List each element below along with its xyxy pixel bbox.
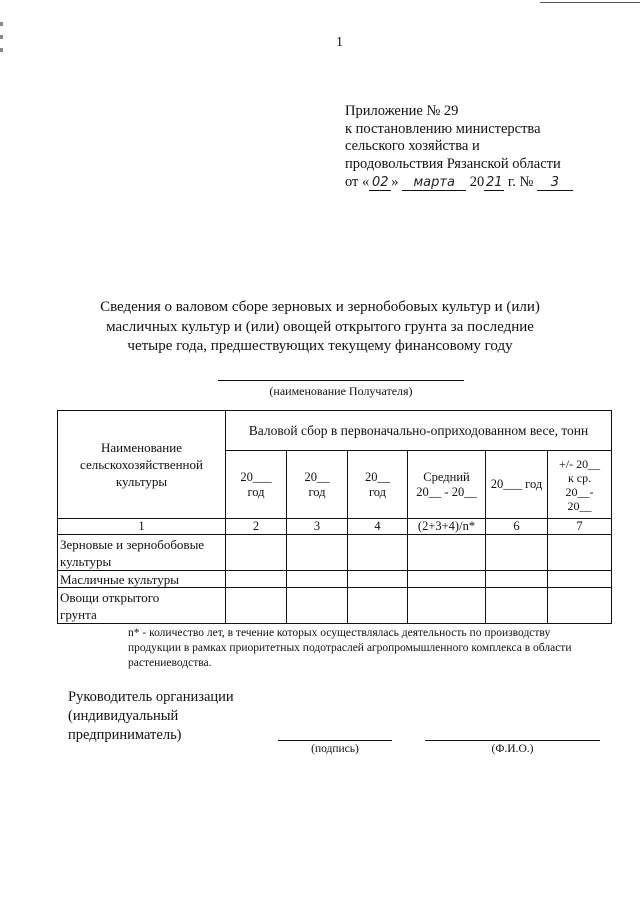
data-cell: [226, 588, 287, 624]
column-number: 4: [348, 519, 408, 535]
footnote: n* - количество лет, в течение которых осуществлялась деятельность по производству продукции в рамках приоритетных подотраслей агропромышленного комплекса в области растениеводства.: [128, 627, 572, 669]
signer-line: предприниматель): [68, 727, 182, 743]
year-col-line: год: [308, 484, 326, 499]
crop-row-label: Зерновые и зернобобовые культуры: [58, 535, 226, 571]
change-col-header: [548, 451, 612, 519]
appendix-line: Приложение № 29: [345, 103, 459, 119]
crop-row-label: Овощи открытого грунта: [58, 588, 226, 624]
data-cell: [408, 571, 486, 588]
change-col-line: 20__-: [565, 484, 594, 499]
average-col-line: 20__ - 20__: [416, 484, 477, 499]
data-cell: [486, 535, 548, 571]
data-cell: [548, 535, 612, 571]
change-col-line: +/- 20__: [558, 456, 601, 471]
change-col-line: к ср.: [567, 470, 592, 485]
date-year: 21: [486, 175, 503, 190]
recipient-label: (наименование Получателя): [269, 384, 413, 398]
signer-line: (индивидуальный: [68, 708, 179, 724]
fio-line: [425, 740, 600, 741]
column-number: (2+3+4)/n*: [408, 519, 486, 535]
column-number: 7: [548, 519, 612, 535]
data-cell: [408, 588, 486, 624]
scan-edge-mark: [0, 48, 3, 52]
appendix-line: продовольствия Рязанской области: [345, 155, 561, 172]
signature-line: [278, 740, 392, 741]
data-cell: [287, 588, 348, 624]
page-number: 1: [336, 35, 343, 50]
appendix-date-line: [345, 174, 573, 192]
crop-name-header: Наименование сельскохозяйственной культуры: [58, 411, 226, 519]
scan-edge-mark: [0, 22, 3, 26]
fio-label: (Ф.И.О.): [491, 743, 534, 755]
title-line: четыре года, предшествующих текущему финансовому году: [127, 338, 513, 354]
year-col-line: 20___: [240, 469, 272, 484]
column-number: 1: [58, 519, 226, 535]
year-col-line: год: [368, 484, 387, 499]
signature-label: (подпись): [311, 743, 359, 755]
year-col-header: [287, 451, 348, 519]
data-cell: [548, 588, 612, 624]
scan-edge-mark: [0, 35, 3, 39]
title-line: масличных культур и (или) овощей открытого грунта за последние: [106, 318, 534, 335]
data-cell: [287, 571, 348, 588]
appendix-block: [345, 103, 573, 192]
average-col-line: Средний: [423, 469, 470, 484]
title-line: Сведения о валовом сборе зерновых и зернобобовых культур и (или): [100, 299, 540, 315]
date-day: 02: [369, 176, 391, 191]
corner-line: [540, 2, 640, 3]
data-cell: [348, 571, 408, 588]
date-year-prefix: 20: [469, 174, 485, 190]
date-year-after: г. №: [504, 174, 534, 190]
data-cell: [548, 571, 612, 588]
col6-header: 20___ год: [486, 451, 548, 519]
appendix-line: к постановлению министерства: [345, 120, 541, 137]
date-day-close: »: [391, 174, 399, 190]
column-number: 6: [486, 519, 548, 535]
average-col-header: [408, 451, 486, 519]
year-col-line: 20__: [304, 469, 330, 484]
decree-number: 3: [537, 176, 573, 191]
year-col-line: год: [247, 484, 265, 499]
data-cell: [226, 535, 287, 571]
date-prefix: от «: [345, 174, 370, 190]
year-col-header: [226, 451, 287, 519]
data-cell: [348, 588, 408, 624]
document-title: [0, 298, 640, 357]
column-number: 3: [287, 519, 348, 535]
data-cell: [486, 571, 548, 588]
data-cell: [486, 588, 548, 624]
data-cell: [226, 571, 287, 588]
data-cell: [287, 535, 348, 571]
data-cell: [348, 535, 408, 571]
change-col-line: 20__: [567, 498, 592, 513]
harvest-table: [57, 410, 612, 624]
crop-row-label: Масличные культуры: [58, 571, 226, 588]
gross-harvest-header: Валовой сбор в первоначально-оприходованном весе, тонн: [226, 411, 612, 451]
signer-line: Руководитель организации: [68, 689, 234, 705]
appendix-line: сельского хозяйства и: [345, 138, 480, 154]
year-col-line: 20__: [365, 469, 390, 484]
date-month: марта: [402, 176, 466, 191]
signer-block: [68, 688, 234, 745]
column-number: 2: [226, 519, 287, 535]
data-cell: [408, 535, 486, 571]
recipient-line: [218, 380, 464, 381]
year-col-header: [348, 451, 408, 519]
